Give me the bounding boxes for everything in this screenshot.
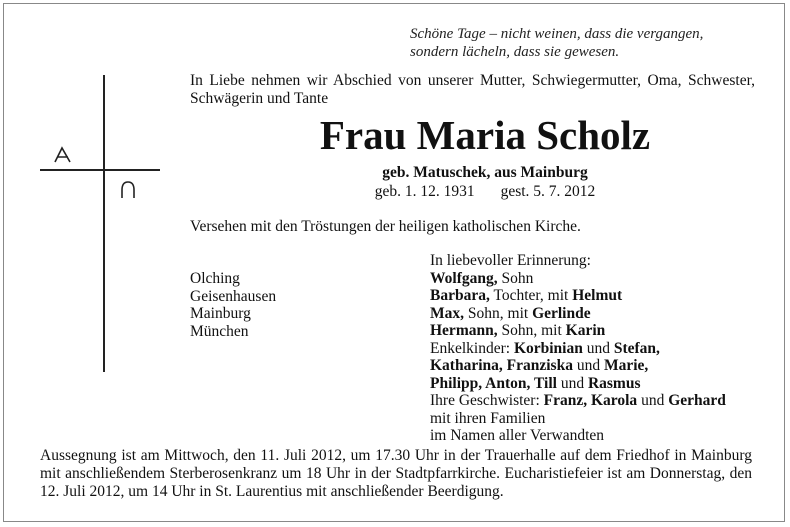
mourner-text: Max, bbox=[430, 304, 465, 322]
mourner-text: Gerhard bbox=[668, 392, 726, 409]
mourner-line bbox=[430, 305, 726, 323]
rites-text: Versehen mit den Tröstungen der heiligen katholischen Kirche. bbox=[190, 218, 581, 235]
mourner-line bbox=[430, 322, 726, 340]
mourner-text: Sohn, mit bbox=[464, 304, 533, 322]
towns-list bbox=[190, 270, 276, 340]
mourner-line bbox=[430, 287, 726, 305]
mourner-text: Korbinian bbox=[513, 339, 583, 357]
mourner-text: Katharina, Franziska bbox=[430, 357, 573, 374]
alpha-glyph bbox=[55, 148, 70, 162]
mourners-heading: In liebevoller Erinnerung: bbox=[430, 252, 591, 269]
town-item: Olching bbox=[190, 270, 240, 287]
mourner-text: im Namen aller Verwandten bbox=[430, 427, 605, 444]
town-item: München bbox=[190, 322, 249, 340]
mourner-text: Rasmus bbox=[587, 374, 641, 392]
mourner-line bbox=[430, 270, 726, 288]
mourner-text: Ihre Geschwister: bbox=[430, 392, 544, 409]
life-dates bbox=[190, 183, 780, 201]
mourner-line bbox=[430, 410, 726, 428]
motto bbox=[410, 25, 703, 61]
mourner-text: Wolfgang, bbox=[430, 269, 498, 287]
mourner-text: Helmut bbox=[572, 287, 623, 304]
town-item: Mainburg bbox=[190, 305, 251, 322]
mourner-line bbox=[430, 427, 726, 445]
maiden-name: geb. Matuschek, aus Mainburg bbox=[382, 164, 588, 181]
mourner-text: Franz, Karola bbox=[543, 392, 638, 409]
mourner-text: Sohn, mit bbox=[497, 322, 566, 339]
mourner-text: Gerlinde bbox=[532, 304, 591, 322]
mourner-line bbox=[430, 357, 726, 375]
mourner-text: Marie, bbox=[603, 357, 649, 374]
birth-date: geb. 1. 12. 1931 bbox=[374, 183, 475, 200]
mourners-list bbox=[430, 252, 726, 445]
mourner-text: Hermann, bbox=[430, 322, 498, 339]
mourner-text: und bbox=[572, 357, 604, 374]
mourner-text: Barbara, bbox=[430, 287, 490, 304]
intro-text: In Liebe nehmen wir Abschied von unserer Mutter, Schwiegermutter, Oma, Schwester, Schwägerin und Tante bbox=[190, 72, 755, 107]
ceremony-text: Aussegnung ist am Mittwoch, den 11. Juli 2012, um 17.30 Uhr in der Trauerhalle auf dem Friedhof in Mainburg mit anschließendem Sterberosenkranz um 18 Uhr in der Stadtpfarrkirche. Eucharistiefeier ist am Donnerstag, den 12. Juli 2012, um 14 Uhr in St. Laurentius mit anschließender Beerdigung. bbox=[40, 447, 752, 500]
mourner-text: mit ihren Familien bbox=[430, 409, 546, 427]
mourner-line bbox=[430, 340, 726, 358]
mourner-line bbox=[430, 392, 726, 410]
mourner-text: und bbox=[582, 339, 614, 357]
deceased-name: Frau Maria Scholz bbox=[319, 112, 651, 158]
mourner-text: Stefan, bbox=[613, 339, 660, 357]
town-item: Geisenhausen bbox=[190, 287, 277, 305]
mourner-lines bbox=[430, 270, 726, 445]
mourner-text: und bbox=[556, 374, 588, 392]
motto-line-2: sondern lächeln, dass sie gewesen. bbox=[410, 44, 620, 60]
mourner-text: Enkelkinder: bbox=[430, 339, 514, 357]
death-date: gest. 5. 7. 2012 bbox=[500, 183, 596, 200]
mourner-text: und bbox=[637, 392, 669, 409]
mourner-text: Karin bbox=[565, 322, 606, 339]
mourner-text: Tochter, mit bbox=[489, 287, 573, 304]
motto-line-1: Schöne Tage – nicht weinen, dass die vergangen, bbox=[410, 26, 704, 42]
mourner-text: Philipp, Anton, Till bbox=[430, 374, 557, 392]
mourner-line bbox=[430, 375, 726, 393]
mourner-text: Sohn bbox=[497, 269, 534, 287]
omega-glyph bbox=[122, 182, 134, 198]
